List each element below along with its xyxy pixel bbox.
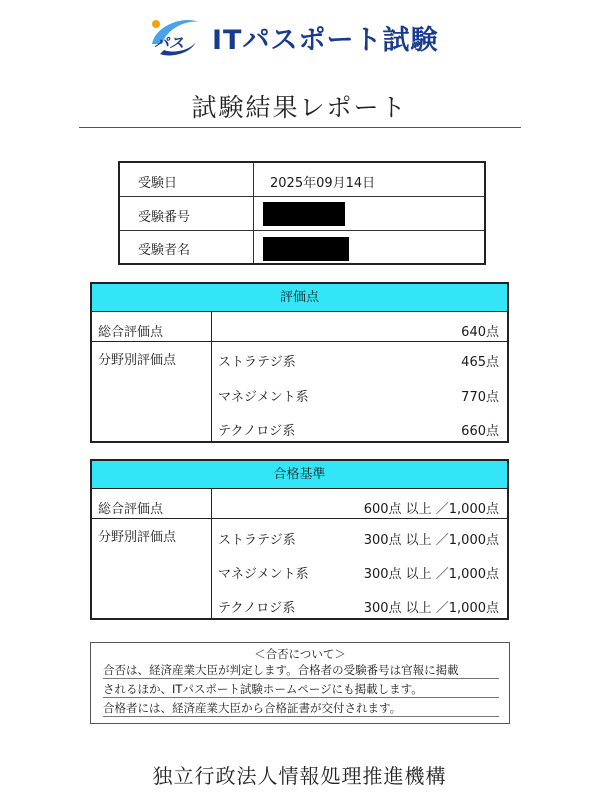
info-row-date xyxy=(120,163,484,196)
candidate-info-table xyxy=(118,161,486,265)
exam-date-label: 受験日 xyxy=(138,176,178,191)
total-score-label: 総合評価点 xyxy=(98,325,164,340)
criteria-value-management: 300点 以上 ／1,000点 xyxy=(363,567,499,582)
criteria-value-technology: 300点 以上 ／1,000点 xyxy=(363,601,499,616)
notice-underline xyxy=(103,716,499,717)
field-name-management: マネジメント系 xyxy=(218,390,309,405)
criteria-field-management: マネジメント系 xyxy=(218,567,309,582)
criteria-column-divider xyxy=(211,489,212,618)
field-score-label: 分野別評価点 xyxy=(98,353,177,368)
field-score-technology: 660点 xyxy=(461,424,499,439)
passing-criteria-table xyxy=(90,459,509,620)
notice-title: ＜合否について＞ xyxy=(254,647,346,661)
page-title: 試験結果レポート xyxy=(191,93,408,122)
info-row-name xyxy=(120,230,484,263)
redacted-candidate-name xyxy=(263,237,349,261)
title-divider xyxy=(79,127,521,128)
brand-name: ITパスポート試験 xyxy=(212,25,439,56)
logo-swoosh-icon xyxy=(146,14,202,62)
notice-underline xyxy=(103,678,499,679)
notice-line: されるほか、ITパスポート試験ホームページにも掲載します。 xyxy=(103,682,423,696)
criteria-total-label: 総合評価点 xyxy=(98,502,164,517)
criteria-table-heading: 合格基準 xyxy=(92,461,507,489)
criteria-row-divider xyxy=(92,518,507,519)
score-column-divider xyxy=(211,312,212,441)
redacted-exam-number xyxy=(263,202,345,226)
candidate-name-label: 受験者名 xyxy=(138,243,191,258)
info-row-number xyxy=(120,197,484,230)
pass-fail-notice xyxy=(90,642,510,724)
field-score-strategy: 465点 xyxy=(461,355,499,370)
issuing-organization: 独立行政法人情報処理推進機構 xyxy=(152,764,447,788)
svg-text:パス: パス xyxy=(154,34,185,52)
field-name-strategy: ストラテジ系 xyxy=(218,355,296,370)
criteria-field-label: 分野別評価点 xyxy=(98,530,177,545)
notice-line: 合否は、経済産業大臣が判定します。合格者の受験番号は官報に掲載 xyxy=(103,663,459,677)
exam-date-value: 2025年09月14日 xyxy=(270,176,376,191)
field-name-technology: テクノロジ系 xyxy=(218,424,296,439)
criteria-value-strategy: 300点 以上 ／1,000点 xyxy=(363,533,499,548)
total-score-value: 640点 xyxy=(461,325,499,340)
criteria-field-strategy: ストラテジ系 xyxy=(218,533,296,548)
score-table xyxy=(90,282,509,443)
notice-underline xyxy=(103,697,499,698)
criteria-total-value: 600点 以上 ／1,000点 xyxy=(363,502,499,517)
criteria-field-technology: テクノロジ系 xyxy=(218,601,296,616)
field-score-management: 770点 xyxy=(461,390,499,405)
score-table-heading: 評価点 xyxy=(92,284,507,312)
score-row-divider xyxy=(92,341,507,342)
ip-passport-logo xyxy=(140,12,460,64)
exam-number-label: 受験番号 xyxy=(138,210,191,225)
notice-line: 合格者には、経済産業大臣から合格証書が交付されます。 xyxy=(103,701,402,715)
